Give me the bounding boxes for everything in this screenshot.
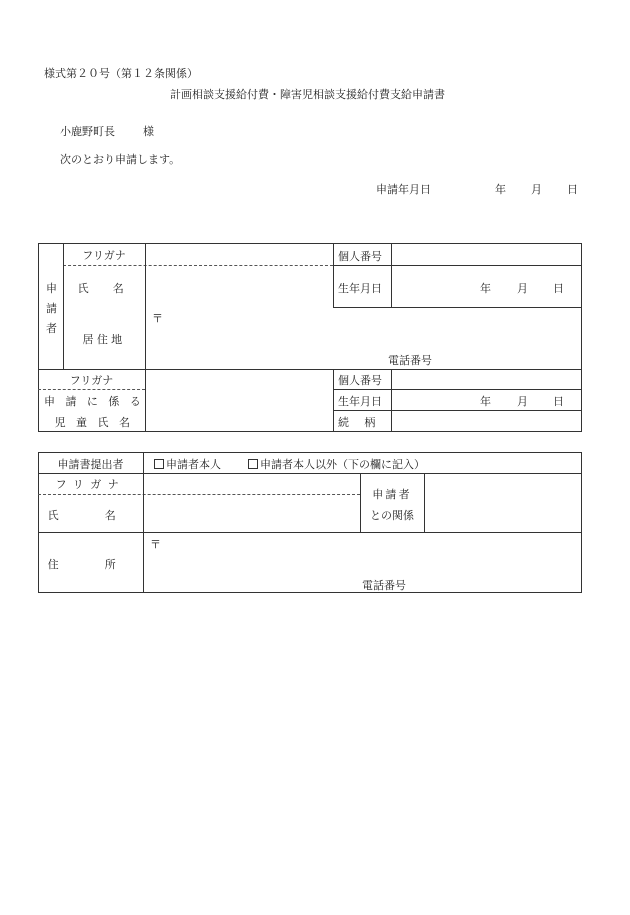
form-title: 計画相談支援給付費・障害児相談支援給付費支給申請書: [170, 88, 445, 101]
form-number: 様式第２０号（第１２条関係）: [44, 67, 198, 80]
submitter-option-other[interactable]: [248, 459, 425, 470]
submitter-address-input[interactable]: [145, 535, 580, 575]
applicant-birth-date-label: 生年月日: [338, 282, 382, 295]
child-birth-date-label: 生年月日: [338, 395, 382, 408]
applicant-group-label-3: 者: [46, 322, 57, 335]
applicant-group-label-1: 申: [46, 282, 57, 295]
applicant-postal-mark: 〒: [152, 312, 163, 325]
submitter-address-label: 住 所: [47, 558, 134, 571]
applicant-group-label-2: 請: [46, 302, 57, 315]
child-personal-number-label: 個人番号: [338, 374, 382, 387]
child-relationship-input[interactable]: [393, 412, 580, 430]
application-date-label: 申請年月日: [376, 183, 431, 196]
application-date-day: 日: [567, 183, 578, 196]
submitter-relation-label-line2: との関係: [370, 509, 414, 522]
submitter-relation-input[interactable]: [426, 475, 580, 530]
submitter-option-self[interactable]: [154, 459, 221, 470]
applicant-furigana-label: フリガナ: [82, 249, 126, 262]
submitter-furigana-label: フリガナ: [55, 478, 126, 491]
applicant-birth-day: 日: [553, 282, 564, 295]
child-personal-number-input[interactable]: [393, 371, 580, 388]
submitter-phone-label: 電話番号: [362, 579, 406, 592]
applicant-address-label: 居住地: [82, 333, 126, 346]
child-relationship-label: 続 柄: [338, 416, 378, 429]
applicant-birth-year: 年: [480, 282, 491, 295]
checkbox-other[interactable]: [248, 459, 258, 469]
applicant-furigana-input[interactable]: [147, 245, 331, 263]
submitter-label: 申請書提出者: [57, 458, 124, 471]
submitter-name-label: 氏 名: [47, 509, 134, 522]
child-birth-day: 日: [553, 395, 564, 408]
addressee: 小鹿野町長: [60, 125, 115, 138]
application-date-month: 月: [531, 183, 542, 196]
addressee-suffix: 様: [143, 125, 154, 138]
child-name-label-line2: 児童氏名: [54, 416, 141, 429]
child-name-input[interactable]: [147, 392, 331, 430]
applicant-name-label: 氏 名: [77, 282, 131, 295]
applicant-birth-month: 月: [517, 282, 528, 295]
submitter-relation-label-line1: 申請者: [372, 488, 412, 501]
intro-text: 次のとおり申請します。: [60, 153, 181, 166]
child-name-label-line1: 申請に係る: [44, 395, 152, 408]
child-birth-month: 月: [517, 395, 528, 408]
child-furigana-input[interactable]: [147, 371, 331, 388]
applicant-address-input[interactable]: [147, 310, 580, 350]
child-furigana-label: フリガナ: [69, 374, 114, 387]
submitter-furigana-input[interactable]: [145, 475, 358, 493]
applicant-personal-number-label: 個人番号: [338, 250, 382, 263]
checkbox-self[interactable]: [154, 459, 164, 469]
submitter-postal-mark: 〒: [150, 538, 161, 551]
child-birth-year: 年: [480, 395, 491, 408]
application-date-year: 年: [495, 183, 506, 196]
submitter-name-input[interactable]: [145, 496, 358, 530]
applicant-phone-label: 電話番号: [388, 354, 432, 367]
applicant-name-input[interactable]: [147, 268, 331, 305]
submitter-option-self-label: 申請者本人: [166, 458, 221, 471]
applicant-personal-number-input[interactable]: [393, 245, 580, 263]
submitter-option-other-label: 申請者本人以外（下の欄に記入）: [260, 458, 425, 471]
